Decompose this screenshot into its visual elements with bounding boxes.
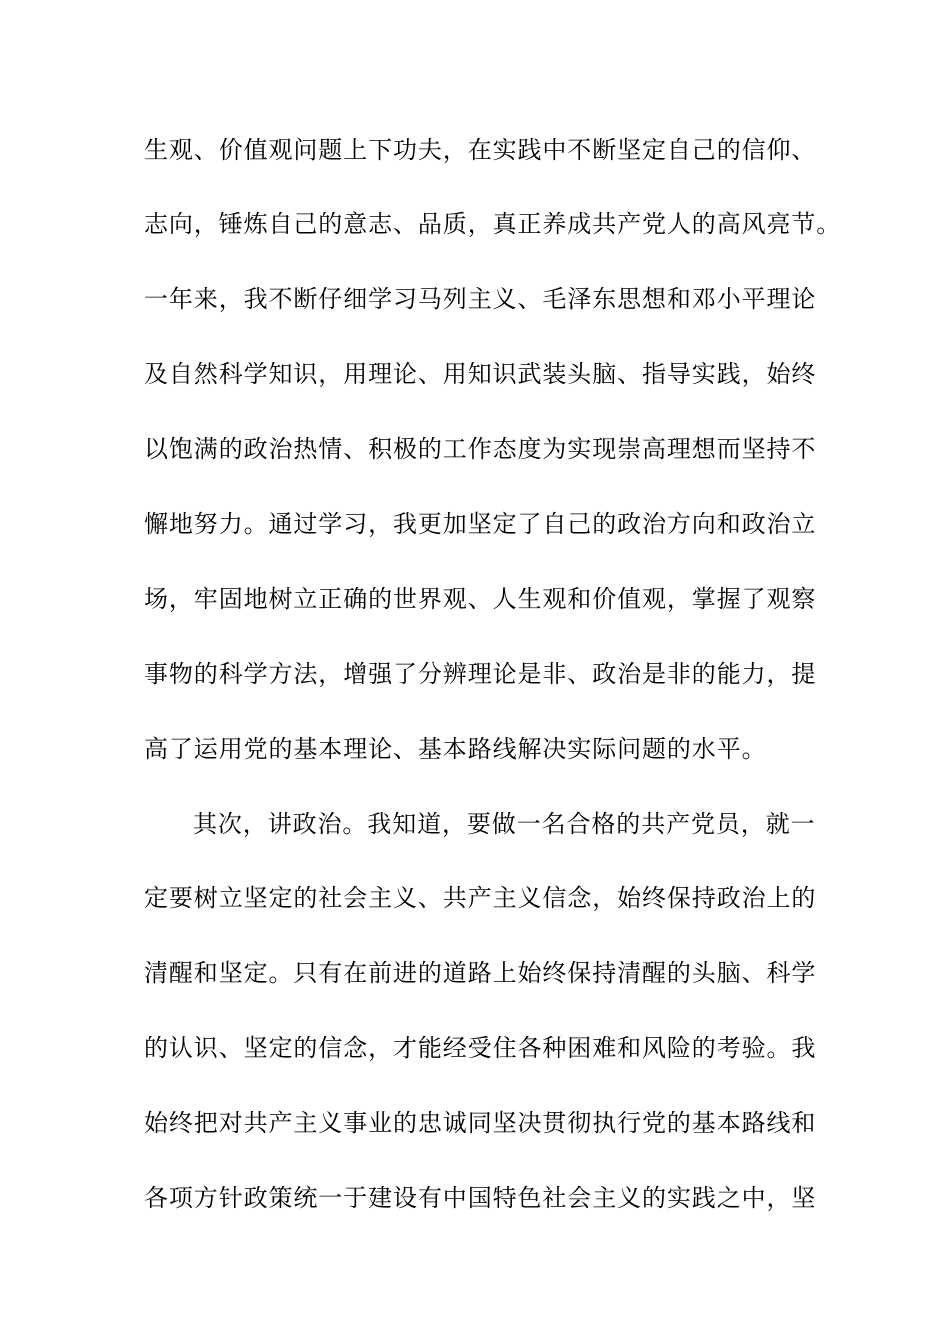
text-line: 以饱满的政治热情、积极的工作态度为实现崇高理想而坚持不 (144, 435, 817, 463)
text-line: 始终把对共产主义事业的忠诚同坚决贯彻执行党的基本路线和 (144, 1109, 817, 1137)
text-line: 懈地努力。通过学习，我更加坚定了自己的政治方向和政治立 (144, 510, 817, 538)
text-line: 高了运用党的基本理论、基本路线解决实际问题的水平。 (144, 735, 767, 763)
text-line: 及自然科学知识，用理论、用知识武装头脑、指导实践，始终 (144, 360, 817, 388)
text-line: 定要树立坚定的社会主义、共产主义信念，始终保持政治上的 (144, 884, 817, 912)
text-line: 清醒和坚定。只有在前进的道路上始终保持清醒的头脑、科学 (144, 959, 817, 987)
text-line: 事物的科学方法，增强了分辨理论是非、政治是非的能力，提 (144, 660, 817, 688)
text-line: 志向，锤炼自己的意志、品质，真正养成共产党人的高风亮节。 (144, 210, 842, 238)
text-line: 一年来，我不断仔细学习马列主义、毛泽东思想和邓小平理论 (144, 285, 817, 313)
text-line: 的认识、坚定的信念，才能经受住各种困难和风险的考验。我 (144, 1034, 817, 1062)
text-line: 生观、价值观问题上下功夫，在实践中不断坚定自己的信仰、 (144, 136, 817, 164)
text-line: 场，牢固地树立正确的世界观、人生观和价值观，掌握了观察 (144, 585, 817, 613)
text-line: 各项方针政策统一于建设有中国特色社会主义的实践之中，坚 (144, 1184, 817, 1212)
paragraph-first-line: 其次，讲政治。我知道，要做一名合格的共产党员，就一 (193, 810, 816, 838)
